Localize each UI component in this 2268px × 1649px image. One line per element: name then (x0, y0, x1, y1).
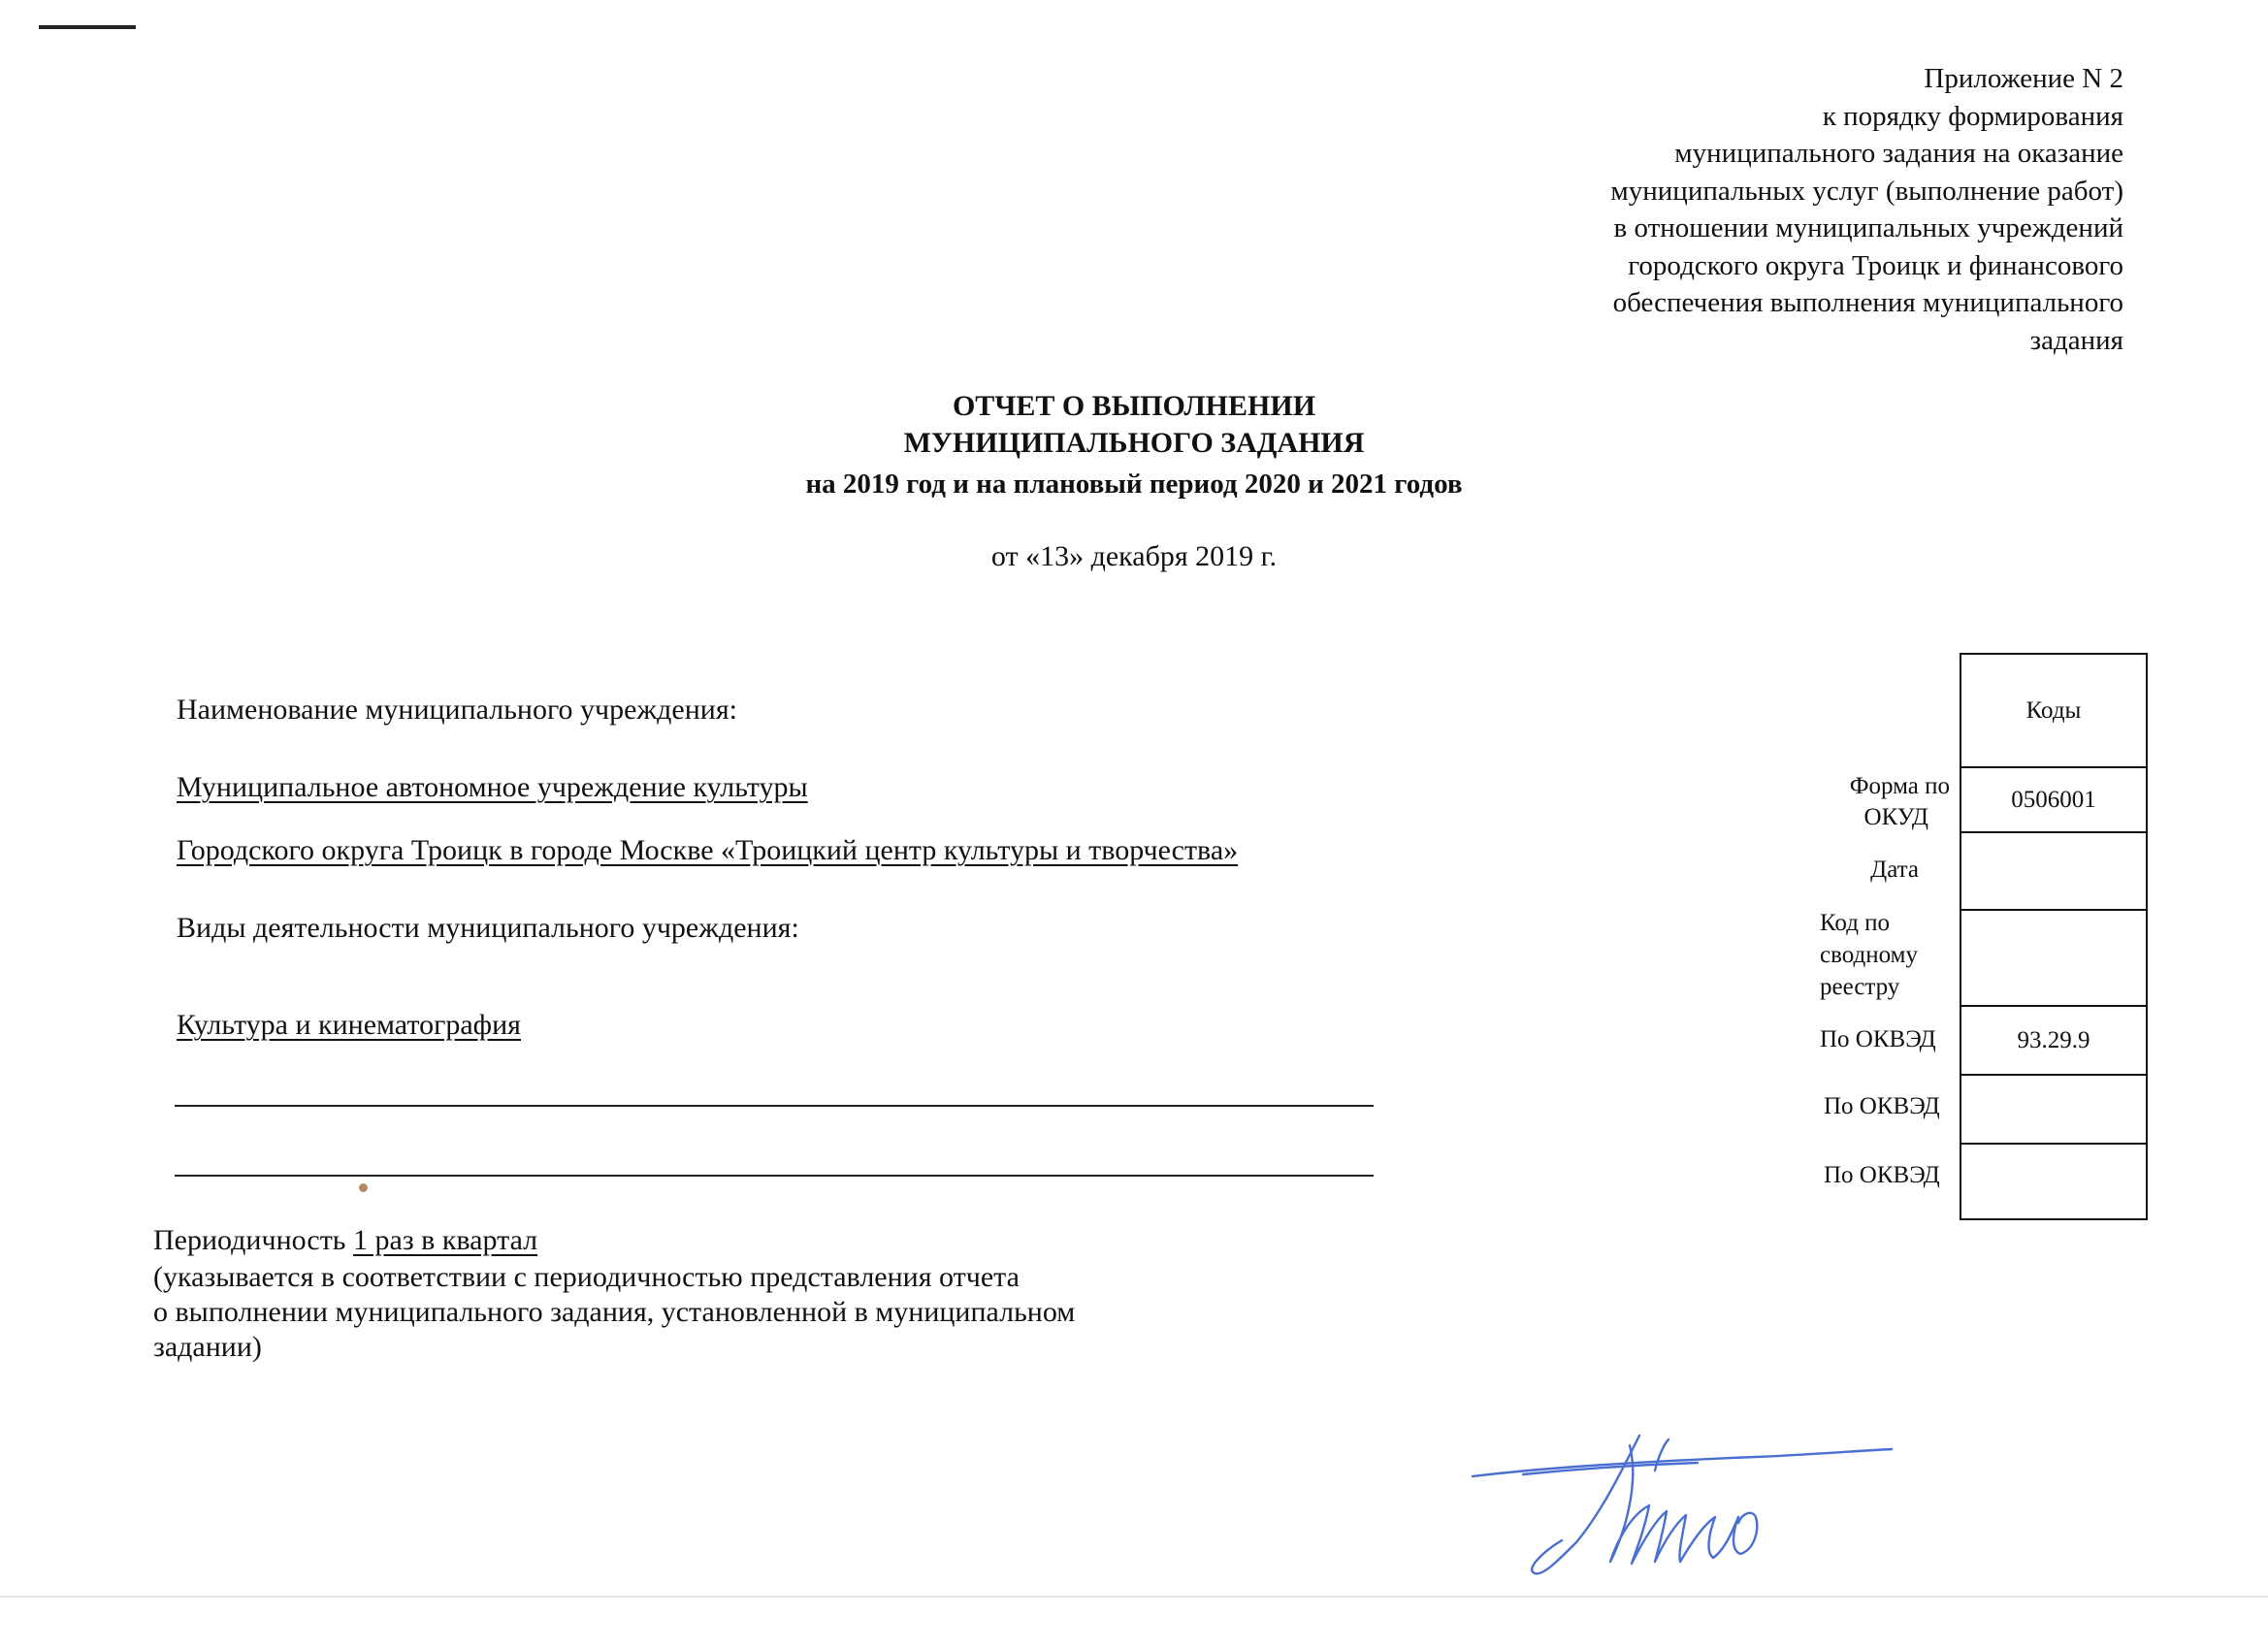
date-label: Дата (1870, 857, 1919, 883)
codes-header: Коды (1961, 655, 2146, 768)
okud-label (1824, 771, 1950, 833)
periodicity-note-line1: (указывается в соответствии с периодичностью представления отчета (153, 1261, 1020, 1293)
appendix-line: городского округа Троицк и финансового (1628, 249, 2123, 281)
institution-label: Наименование муниципального учреждения: (177, 694, 737, 726)
scan-dot (359, 1183, 368, 1192)
appendix-line: Приложение N 2 (1924, 63, 2123, 94)
appendix-line: к порядку формирования (1822, 100, 2123, 132)
scan-bottom-edge (0, 1596, 2268, 1598)
institution-name-line1: Муниципальное автономное учреждение культуры (177, 771, 808, 803)
activities-label: Виды деятельности муниципального учреждения: (177, 912, 799, 944)
appendix-line: в отношении муниципальных учреждений (1613, 212, 2123, 243)
okved1-label: По ОКВЭД (1820, 1026, 1936, 1052)
appendix-line: задания (2029, 324, 2123, 356)
scan-edge-mark (39, 25, 136, 29)
blank-line (175, 1175, 1374, 1177)
okud-value: 0506001 (1961, 768, 2146, 833)
registry-value (1961, 911, 2146, 1007)
periodicity-note-line3: задании) (153, 1331, 262, 1363)
okved2-label: По ОКВЭД (1824, 1093, 1940, 1119)
appendix-line: обеспечения выполнения муниципального (1612, 287, 2123, 318)
document-title-line2: МУНИЦИПАЛЬНОГО ЗАДАНИЯ (903, 427, 1365, 459)
registry-label-line2: сводному (1820, 942, 1918, 968)
document-title: ОТЧЕТ О ВЫПОЛНЕНИИ (952, 390, 1316, 422)
report-date: от «13» декабря 2019 г. (990, 540, 1278, 572)
okud-label-line2: ОКУД (1863, 804, 1928, 830)
codes-table (1960, 653, 2148, 1220)
registry-label-line1: Код по (1820, 910, 1891, 936)
registry-label-line3: реестру (1820, 974, 1900, 1000)
periodicity (153, 1224, 537, 1257)
periodicity-value: 1 раз в квартал (353, 1224, 538, 1256)
okved3-value (1961, 1145, 2146, 1218)
date-value (1961, 833, 2146, 911)
appendix-line: муниципальных услуг (выполнение работ) (1610, 175, 2123, 207)
activities-value: Культура и кинематография (177, 1009, 521, 1041)
signature-image (1465, 1416, 1911, 1600)
periodicity-note-line2: о выполнении муниципального задания, установленной в муниципальном (153, 1296, 1076, 1328)
okved2-value (1961, 1076, 2146, 1145)
blank-line (175, 1105, 1374, 1107)
institution-name-line2: Городского округа Троицк в городе Москве «Троицкий центр культуры и творчества» (177, 834, 1239, 866)
appendix-header (1425, 60, 2123, 359)
okved3-label: По ОКВЭД (1824, 1162, 1940, 1188)
registry-label (1820, 907, 1918, 1003)
okud-label-line1: Форма по (1849, 773, 1950, 799)
appendix-line: муниципального задания на оказание (1674, 138, 2123, 169)
document-subtitle: на 2019 год и на плановый период 2020 и 2021 годов (805, 469, 1463, 500)
periodicity-label: Периодичность (153, 1224, 346, 1256)
okved1-value: 93.29.9 (1961, 1007, 2146, 1076)
